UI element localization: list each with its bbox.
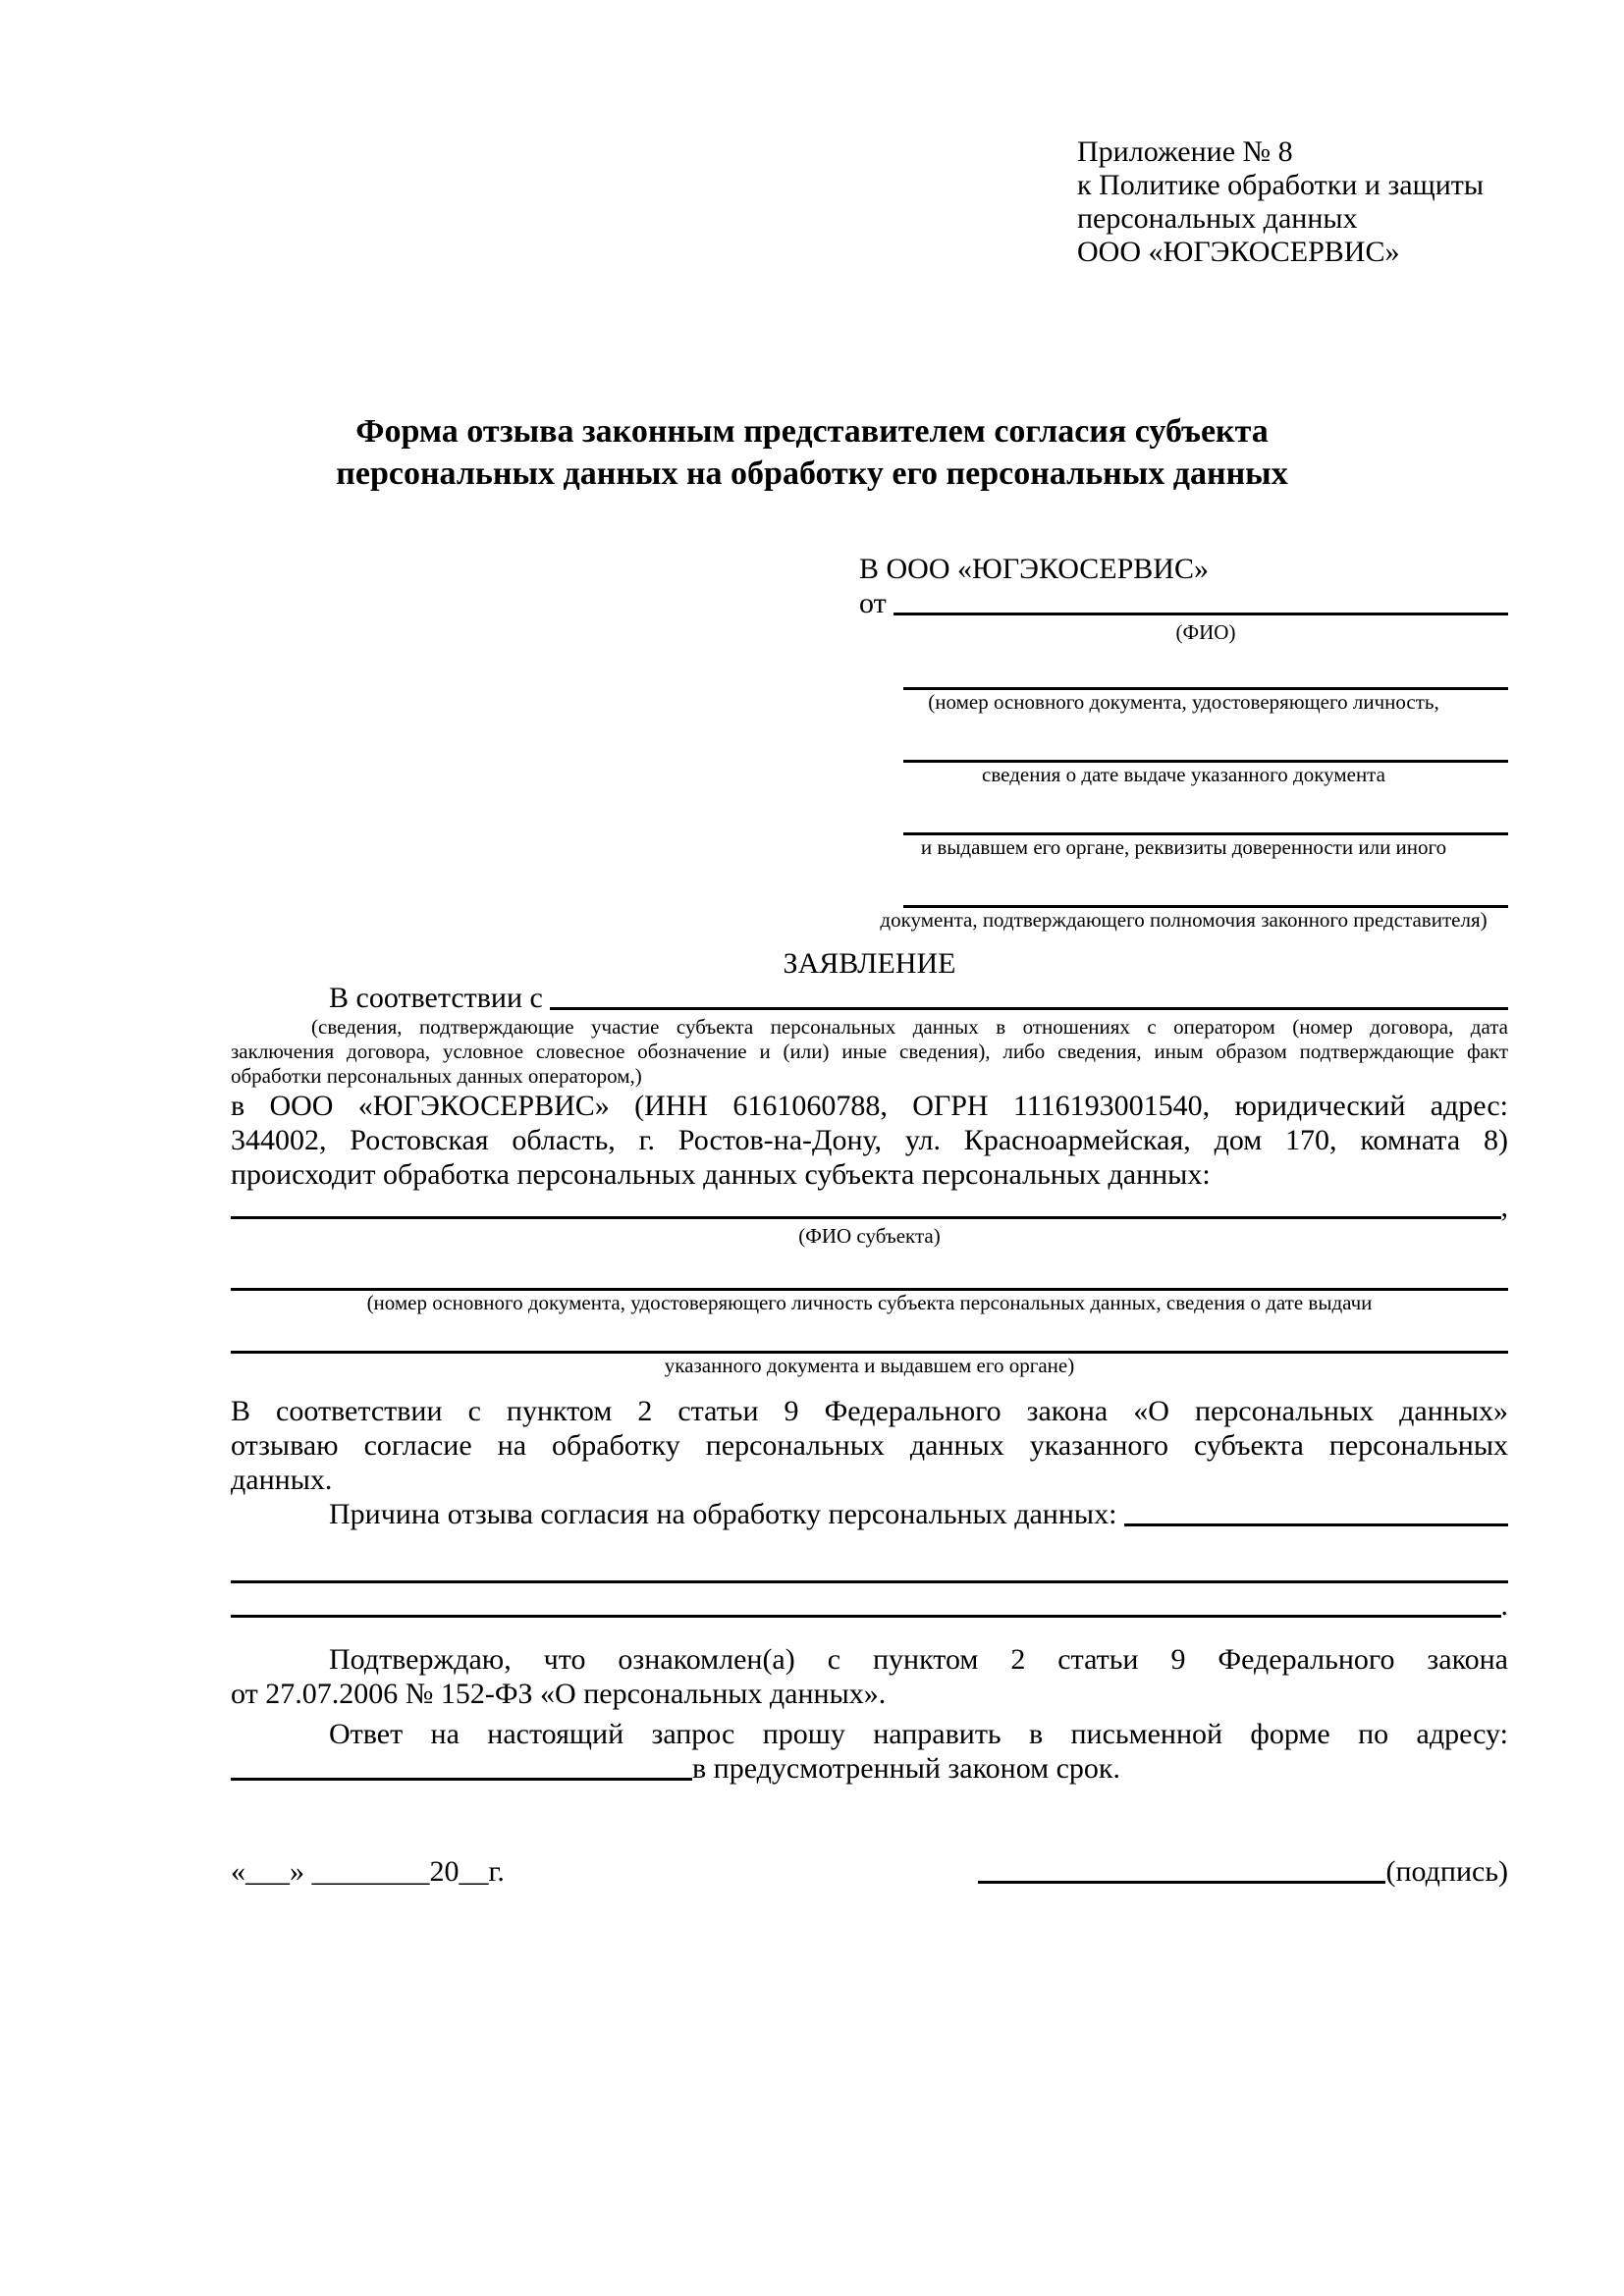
subject-doc-blank-line-2 — [231, 1315, 1508, 1354]
issue-date-caption: сведения о дате выдаче указанного документа — [982, 763, 1385, 786]
accordance-caption — [231, 1015, 1508, 1089]
accordance-label: В соответствии с — [329, 982, 543, 1014]
reason-extra-blank-line-1 — [231, 1531, 1508, 1583]
accordance-line — [231, 981, 1508, 1015]
accordance-caption-line: (сведения, подтверждающие участие субъекта персональных данных в отношениях с оператором (номер договора, дата — [311, 1015, 1508, 1039]
annex-header — [1077, 135, 1508, 269]
recipient-organization: В ООО «ЮГЭКОСЕРВИС» — [859, 553, 1209, 585]
operator-line: в ООО «ЮГЭКОСЕРВИС» (ИНН 6161060788, ОГРН 1116193001540, юридический адрес: — [231, 1090, 1508, 1122]
recipient-block — [859, 552, 1508, 933]
from-line — [859, 586, 1508, 620]
accordance-blank-line — [550, 1007, 1508, 1010]
authority-doc-blank-line — [903, 860, 1508, 908]
from-label: от — [859, 587, 887, 619]
subject-fio-blank-line — [231, 1216, 1501, 1219]
trailing-period: . — [1500, 1589, 1508, 1622]
reason-blank-line — [1124, 1523, 1508, 1526]
operator-paragraph — [231, 1089, 1508, 1192]
annex-line: к Политике обработки и защиты — [1077, 169, 1485, 201]
signature-caption: (подпись) — [1385, 1855, 1508, 1888]
operator-line: 344002, Ростовская область, г. Ростов-на-Дону, ул. Красноармейская, дом 170, комната 8) — [231, 1124, 1508, 1156]
withdrawal-paragraph — [231, 1394, 1508, 1497]
statement-heading: ЗАЯВЛЕНИЕ — [783, 947, 956, 980]
title-line: персональных данных на обработку его персональных данных — [336, 455, 1288, 492]
confirmation-line: от 27.07.2006 № 152-ФЗ «О персональных данных». — [231, 1678, 887, 1710]
reply-paragraph — [231, 1717, 1508, 1786]
reason-line — [231, 1497, 1508, 1531]
date-blank: «___» ________20__г. — [231, 1855, 505, 1888]
fio-caption: (ФИО) — [1175, 620, 1236, 644]
fio-blank-line — [893, 613, 1508, 615]
confirmation-paragraph — [231, 1642, 1508, 1711]
signoff-row — [231, 1854, 1508, 1889]
reply-line: Ответ на настоящий запрос прошу направить в письменной форме по адресу: — [329, 1718, 1508, 1750]
issue-date-blank-line — [903, 715, 1508, 763]
withdrawal-line: данных. — [231, 1464, 333, 1496]
annex-line: персональных данных — [1077, 202, 1358, 235]
doc-number-blank-line — [903, 645, 1508, 690]
doc-number-caption: (номер основного документа, удостоверяющего личность, — [928, 690, 1439, 714]
withdrawal-line: отзываю согласие на обработку персональных данных указанного субъекта персональных — [231, 1429, 1508, 1462]
trailing-comma: , — [1500, 1191, 1508, 1223]
operator-line: происходит обработка персональных данных субъекта персональных данных: — [231, 1158, 1211, 1191]
annex-line: ООО «ЮГЭКОСЕРВИС» — [1077, 236, 1400, 268]
accordance-caption-line: заключения договора, условное словесное обозначение и (или) иные сведения), либо сведения, иным образом подтверждающие факт — [231, 1040, 1508, 1063]
signature-area — [978, 1854, 1508, 1889]
subject-doc-caption-2: указанного документа и выдавшем его органе) — [664, 1354, 1075, 1377]
signature-blank-line — [978, 1881, 1385, 1884]
reply-address-blank-line — [231, 1778, 692, 1781]
subject-fio-blank — [231, 1192, 1508, 1224]
title-line: Форма отзыва законным представителем согласия субъекта — [355, 413, 1269, 450]
confirmation-line: Подтверждаю, что ознакомлен(а) с пунктом 2 статьи 9 Федерального закона — [329, 1643, 1508, 1676]
reason-label: Причина отзыва согласия на обработку персональных данных: — [329, 1498, 1117, 1530]
issuing-authority-caption: и выдавшем его органе, реквизиты доверенности или иного — [920, 835, 1447, 859]
subject-doc-caption-1: (номер основного документа, удостоверяющего личность субъекта персональных данных, сведения о дате выдачи — [366, 1291, 1373, 1314]
reason-extra-blank-line-2 — [231, 1583, 1508, 1623]
subject-doc-blank-line — [231, 1249, 1508, 1291]
authority-doc-caption: документа, подтверждающего полномочия законного представителя) — [880, 908, 1488, 932]
annex-line: Приложение № 8 — [1077, 135, 1293, 168]
subject-fio-caption: (ФИО субъекта) — [798, 1224, 941, 1248]
reply-suffix: в предусмотренный законом срок. — [692, 1752, 1120, 1785]
document-title — [0, 410, 1624, 495]
accordance-caption-line: обработки персональных данных оператором,) — [231, 1064, 642, 1088]
reply-address-line — [231, 1751, 1508, 1786]
issuing-authority-blank-line — [903, 787, 1508, 835]
withdrawal-line: В соответствии с пунктом 2 статьи 9 Федерального закона «О персональных данных» — [231, 1395, 1508, 1427]
